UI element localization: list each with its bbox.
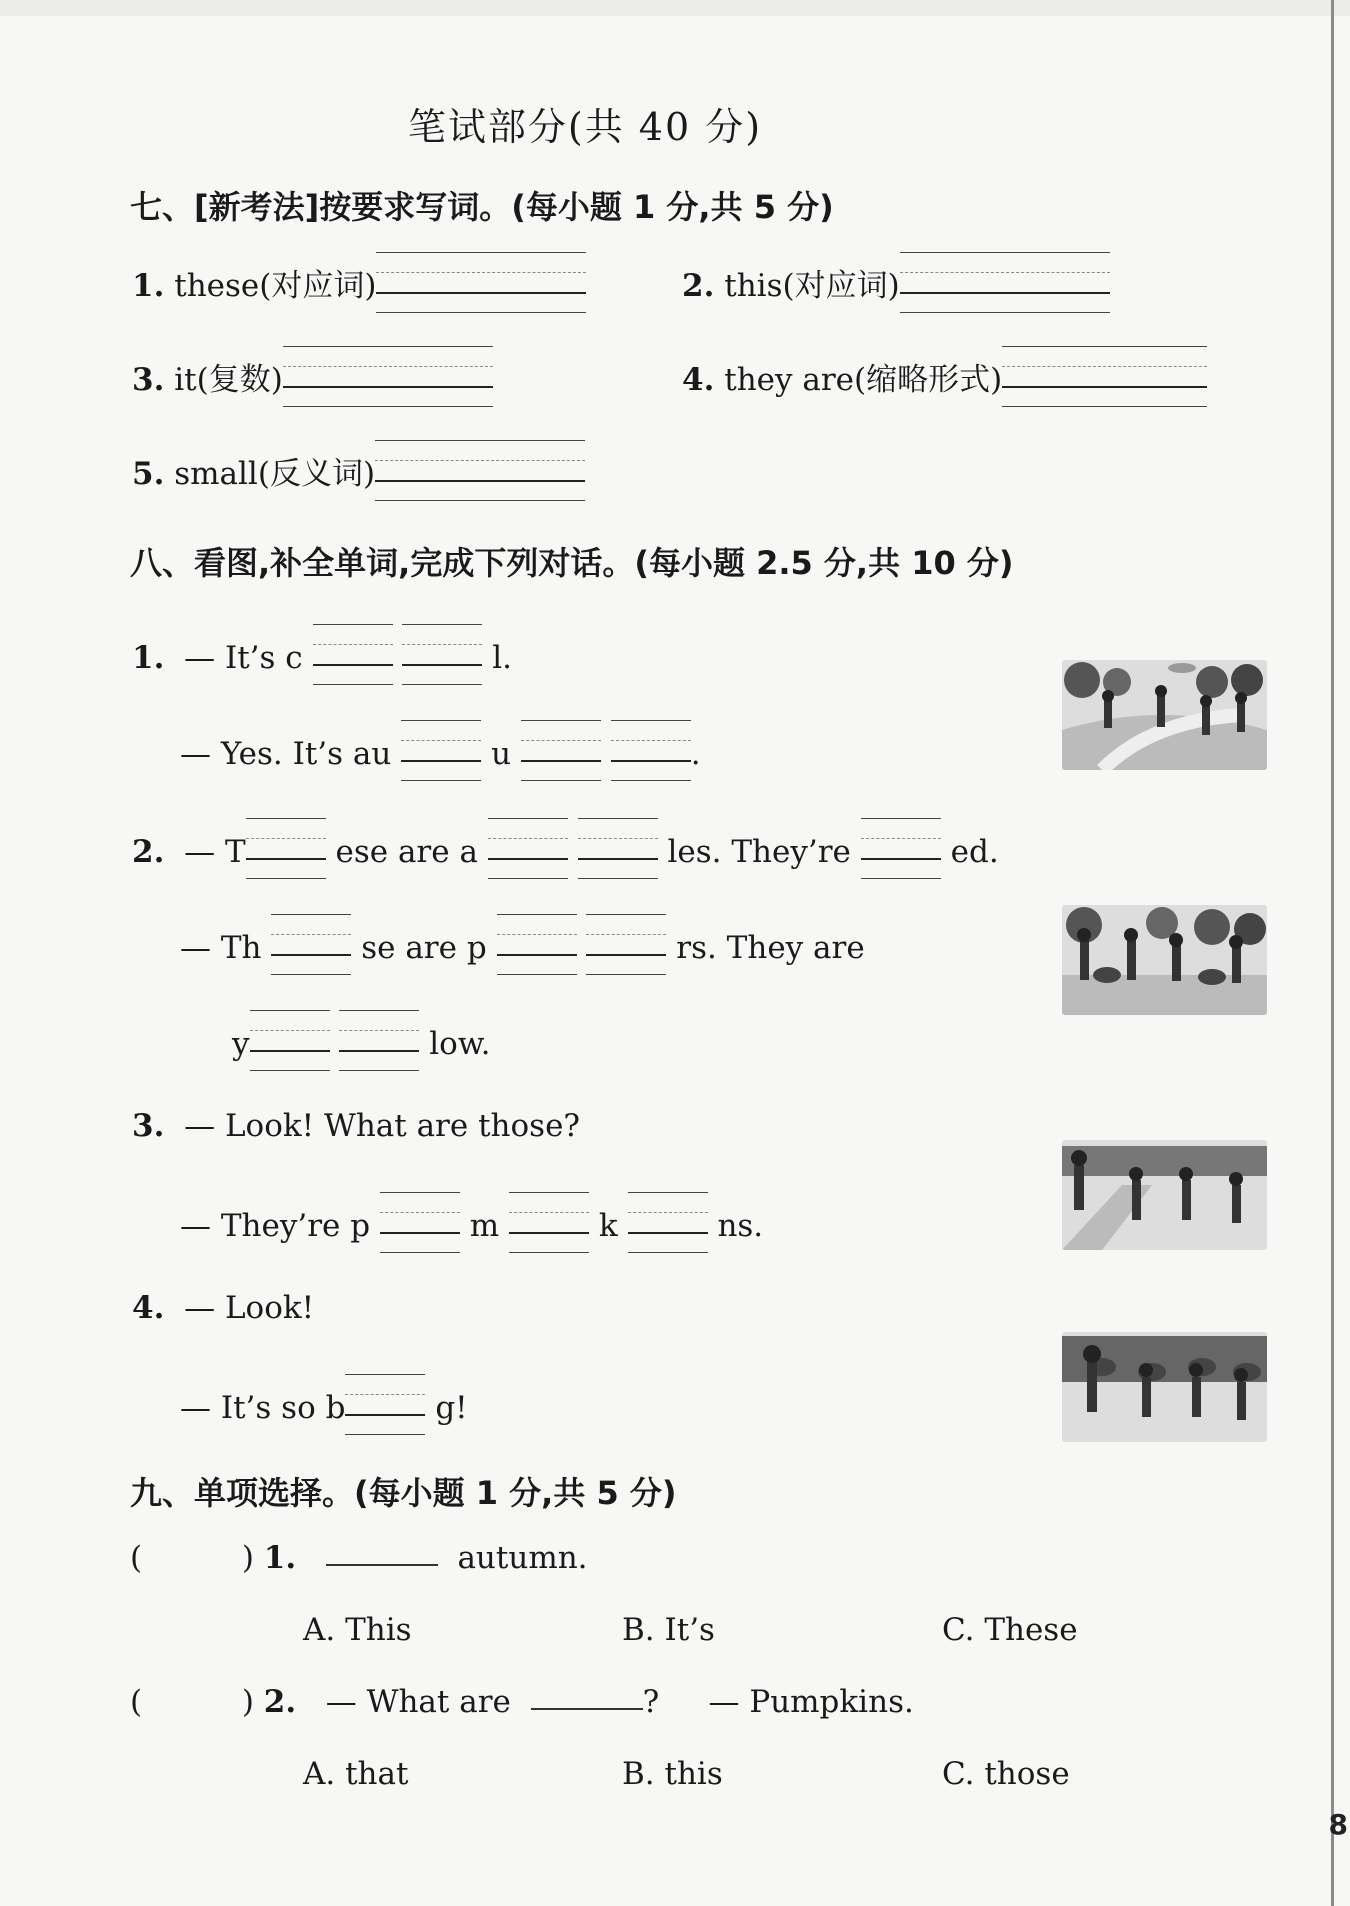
letter-blank[interactable]	[271, 914, 351, 976]
fruit-harvest-illustration	[1062, 905, 1267, 1015]
dialog-text: ese are a	[335, 834, 478, 870]
s7-item-2	[682, 252, 1110, 314]
dialog-text: k	[598, 1208, 618, 1244]
letter-blank[interactable]	[611, 720, 691, 782]
s9-q1-option-c[interactable]: C. These	[942, 1612, 1078, 1648]
s7-item-4	[682, 346, 1207, 408]
letter-blank[interactable]	[313, 624, 393, 686]
page-number: 8	[1328, 1808, 1348, 1841]
item-number: 1.	[132, 268, 165, 304]
section-8-heading: 八、看图,补全单词,完成下列对话。(每小题 2.5 分,共 10 分)	[130, 544, 1014, 582]
s8-q3-line2	[180, 1192, 763, 1254]
letter-blank[interactable]	[497, 914, 577, 976]
pumpkin-field-illustration	[1062, 1140, 1267, 1250]
letter-blank[interactable]	[578, 818, 658, 880]
dialog-text: — Yes. It’s au	[180, 736, 392, 772]
page-title: 笔试部分(共 40 分)	[407, 105, 763, 149]
dialog-text: .	[690, 736, 701, 772]
page-top-strip	[0, 0, 1350, 16]
dialog-text: ns.	[717, 1208, 764, 1244]
item-number: 2.	[263, 1684, 297, 1720]
letter-blank[interactable]	[488, 818, 568, 880]
s9-q2-option-c[interactable]: C. those	[942, 1756, 1070, 1792]
item-number: 2.	[682, 268, 715, 304]
letter-blank[interactable]	[345, 1374, 425, 1436]
answer-paren-close: )	[241, 1540, 254, 1576]
big-pumpkin-illustration	[1062, 1332, 1267, 1442]
s8-q3-line1	[132, 1108, 580, 1144]
s8-q4-line2	[180, 1374, 468, 1436]
answer-text: — Pumpkins.	[708, 1684, 914, 1720]
item-number: 4.	[132, 1290, 165, 1326]
s7-item-1	[132, 252, 586, 314]
question-text: ?	[642, 1684, 660, 1720]
s9-q1	[130, 1540, 588, 1576]
item-number: 3.	[132, 362, 165, 398]
question-text: — What are	[325, 1684, 511, 1720]
dialog-text: — Look!	[184, 1290, 315, 1326]
s9-q1-option-a[interactable]: A. This	[303, 1612, 412, 1648]
item-text: this(对应词)	[724, 268, 900, 304]
item-number: 1.	[132, 640, 165, 676]
letter-blank[interactable]	[402, 624, 482, 686]
s9-q2-option-b[interactable]: B. this	[622, 1756, 723, 1792]
dialog-text: — Look! What are those?	[184, 1108, 581, 1144]
letter-blank[interactable]	[628, 1192, 708, 1254]
s8-q2-line1	[132, 818, 999, 880]
letter-blank[interactable]	[246, 818, 326, 880]
item-number: 1.	[263, 1540, 297, 1576]
dialog-text: les. They’re	[667, 834, 851, 870]
dialog-text: — It’s so b	[180, 1390, 346, 1426]
letter-blank[interactable]	[339, 1010, 419, 1072]
dialog-text: — Th	[180, 930, 262, 966]
autumn-park-illustration	[1062, 660, 1267, 770]
s7-item-3	[132, 346, 493, 408]
s8-q2-line2	[180, 914, 865, 976]
letter-blank[interactable]	[380, 1192, 460, 1254]
dialog-text: low.	[429, 1026, 491, 1062]
writing-blank[interactable]	[283, 346, 493, 408]
dialog-text: — They’re p	[180, 1208, 371, 1244]
item-number: 3.	[132, 1108, 165, 1144]
answer-line[interactable]	[326, 1540, 438, 1566]
item-text: small(反义词)	[174, 456, 376, 492]
dialog-text: rs. They are	[676, 930, 865, 966]
s8-q1-line1	[132, 624, 512, 686]
dialog-text: y	[232, 1026, 250, 1062]
answer-paren-open: (	[130, 1684, 143, 1720]
item-text: they are(缩略形式)	[724, 362, 1003, 398]
s8-q4-line1	[132, 1290, 314, 1326]
answer-line[interactable]	[531, 1684, 643, 1710]
letter-blank[interactable]	[586, 914, 666, 976]
s7-item-5	[132, 440, 585, 502]
s9-q2	[130, 1684, 914, 1720]
page-binding-edge	[1331, 0, 1334, 1906]
dialog-text: — It’s c	[184, 640, 303, 676]
dialog-text: ed.	[950, 834, 999, 870]
dialog-text: g!	[435, 1390, 468, 1426]
s8-q1-line2	[180, 720, 701, 782]
s9-q2-option-a[interactable]: A. that	[303, 1756, 409, 1792]
answer-paren-close: )	[241, 1684, 254, 1720]
writing-blank[interactable]	[376, 252, 586, 314]
s8-q2-line3	[232, 1010, 491, 1072]
dialog-text: se are p	[361, 930, 487, 966]
section-9-heading: 九、单项选择。(每小题 1 分,共 5 分)	[130, 1474, 677, 1512]
item-number: 2.	[132, 834, 165, 870]
dialog-text: l.	[492, 640, 512, 676]
question-text: autumn.	[457, 1540, 588, 1576]
dialog-text: u	[491, 736, 512, 772]
letter-blank[interactable]	[521, 720, 601, 782]
item-text: it(复数)	[174, 362, 283, 398]
dialog-text: — T	[184, 834, 246, 870]
dialog-text: m	[469, 1208, 500, 1244]
letter-blank[interactable]	[401, 720, 481, 782]
writing-blank[interactable]	[1002, 346, 1207, 408]
section-7-heading: 七、[新考法]按要求写词。(每小题 1 分,共 5 分)	[130, 188, 834, 226]
item-number: 5.	[132, 456, 165, 492]
item-text: these(对应词)	[174, 268, 377, 304]
letter-blank[interactable]	[861, 818, 941, 880]
letter-blank[interactable]	[509, 1192, 589, 1254]
s9-q1-option-b[interactable]: B. It’s	[622, 1612, 715, 1648]
letter-blank[interactable]	[250, 1010, 330, 1072]
item-number: 4.	[682, 362, 715, 398]
writing-blank[interactable]	[375, 440, 585, 502]
answer-paren-open: (	[130, 1540, 143, 1576]
writing-blank[interactable]	[900, 252, 1110, 314]
